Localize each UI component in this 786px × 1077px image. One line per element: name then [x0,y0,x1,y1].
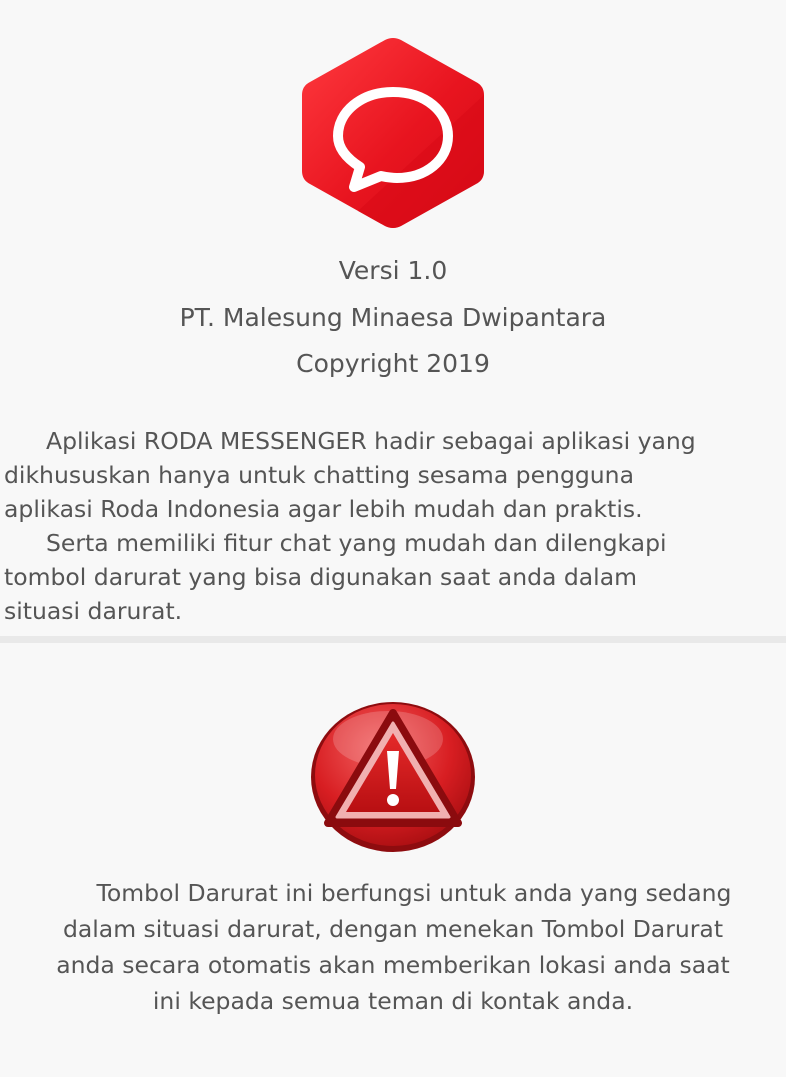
emergency-desc-line: Tombol Darurat ini berfungsi untuk anda yang sedang [96,879,732,907]
emergency-desc-line: anda secara otomatis akan memberikan lokasi anda saat [56,951,730,979]
about-description [4,424,786,628]
about-desc-line: aplikasi Roda Indonesia agar lebih mudah dan praktis. [4,495,643,523]
emergency-section [0,643,786,1077]
about-desc-line: situasi darurat. [4,597,183,625]
company-name: PT. Malesung Minaesa Dwipantara [179,303,607,332]
about-desc-line: tombol darurat yang bisa digunakan saat anda dalam [4,563,638,591]
emergency-button[interactable] [308,699,478,855]
emergency-desc-line: dalam situasi darurat, dengan menekan Tombol Darurat [62,915,724,943]
about-desc-line: dikhususkan hanya untuk chatting sesama pengguna [4,461,634,489]
about-desc-line: Serta memiliki fitur chat yang mudah dan dilengkapi [46,529,667,557]
emergency-description [0,875,786,1019]
version-text: Versi 1.0 [338,256,448,285]
copyright-text: Copyright 2019 [296,349,490,378]
app-logo-icon [298,34,488,232]
emergency-desc-line: ini kepada semua teman di kontak anda. [152,987,634,1015]
section-divider [0,636,786,643]
about-desc-line: Aplikasi RODA MESSENGER hadir sebagai aplikasi yang [46,427,696,455]
